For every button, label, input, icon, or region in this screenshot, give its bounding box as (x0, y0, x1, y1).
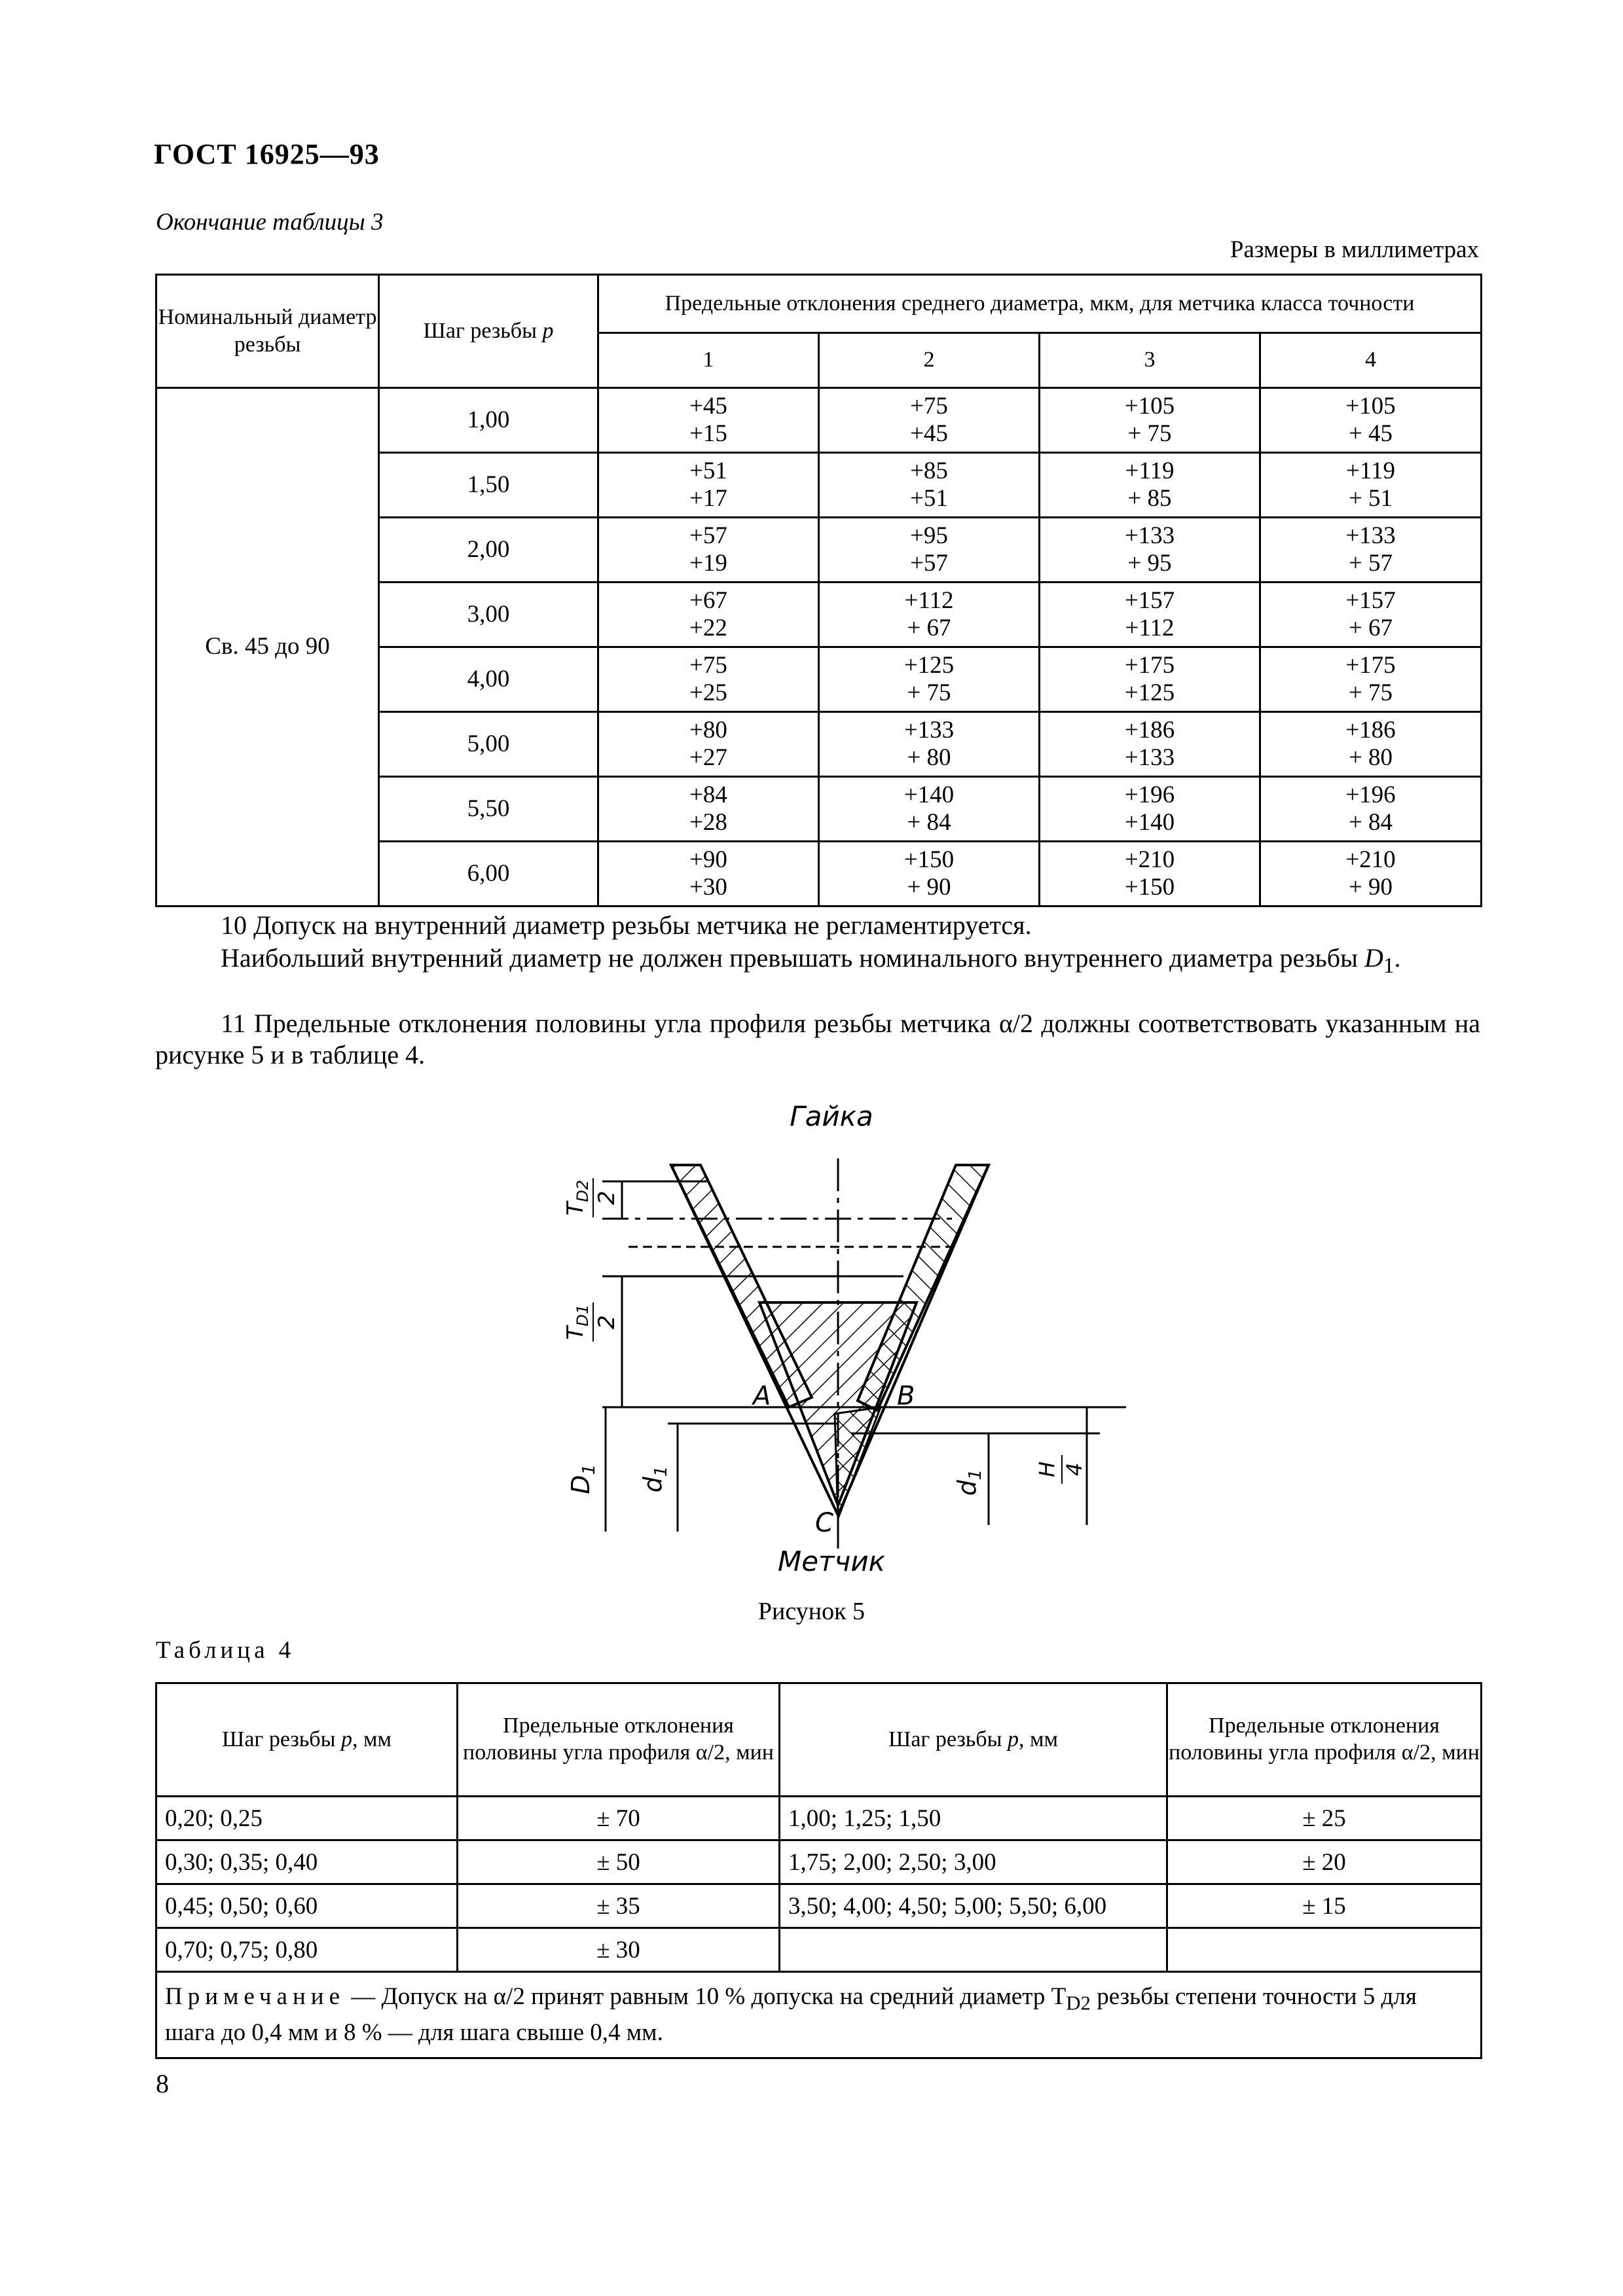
upper-deviation: +133 (1124, 522, 1175, 549)
t4-header-deviation-right: Предельные отклонения половины угла профиля α/2, мин (1167, 1683, 1482, 1797)
table-row (156, 388, 1482, 453)
lower-deviation: +28 (689, 809, 727, 836)
lower-deviation: +57 (910, 550, 948, 577)
deviation-cell-c2 (819, 777, 1040, 842)
pitch-cell: 4,00 (379, 647, 598, 712)
header-nominal-diameter: Номинальный диаметр резьбы (156, 275, 379, 388)
lower-deviation: + 84 (907, 809, 951, 836)
point-b-label: B (897, 1381, 915, 1411)
lower-deviation: + 75 (1127, 420, 1172, 447)
t4-dev-left-cell: ± 30 (458, 1928, 780, 1972)
lower-deviation: + 95 (1127, 550, 1172, 577)
deviation-cell-c2 (819, 453, 1040, 518)
svg-text:TD2 (562, 1180, 592, 1216)
t4-header-pitch-left: Шаг резьбы p, мм (156, 1683, 458, 1797)
figure-caption: Рисунок 5 (757, 1598, 866, 1625)
upper-deviation: +196 (1345, 781, 1396, 808)
lower-deviation: + 75 (907, 679, 951, 706)
t4-pitch-left-cell: 0,20; 0,25 (156, 1797, 458, 1840)
upper-deviation: +105 (1124, 393, 1175, 420)
upper-deviation: +210 (1345, 846, 1396, 873)
t4-pitch-right-cell (780, 1928, 1167, 1972)
lower-deviation: + 67 (1348, 615, 1393, 641)
paragraph-10b-end: . (1394, 943, 1401, 973)
upper-deviation: +140 (903, 781, 955, 808)
deviation-cell-c4 (1260, 388, 1482, 453)
deviation-cell-c2 (819, 647, 1040, 712)
deviation-cell-c1 (598, 777, 819, 842)
table-3-body (156, 388, 1482, 906)
lower-deviation: + 57 (1348, 550, 1393, 577)
deviation-cell-c4 (1260, 777, 1482, 842)
D1-label (566, 1464, 599, 1494)
h-denominator: 4 (1062, 1462, 1087, 1477)
upper-deviation: +157 (1345, 587, 1396, 614)
note-text: — Допуск на α/2 принят равным 10 % допуска на средний диаметр T (345, 1983, 1067, 2010)
paragraph-10: 10 Допуск на внутренний диаметр резьбы метчика не регламентируется. (221, 910, 1032, 940)
deviation-cell-c1 (598, 647, 819, 712)
group-label: Св. 45 до 90 (156, 388, 379, 906)
deviation-cell-c1 (598, 388, 819, 453)
header-pitch-text: Шаг резьбы p (423, 318, 554, 343)
header-class-2: 2 (819, 332, 1040, 387)
t4-dev-right-cell (1167, 1928, 1482, 1972)
h4-fraction-label (1034, 1455, 1087, 1484)
lower-deviation: + 45 (1348, 420, 1393, 447)
deviation-cell-c3 (1040, 777, 1260, 842)
table-row (156, 1928, 1482, 1972)
td1-symbol: T (562, 1326, 589, 1340)
h-numerator: H (1034, 1461, 1059, 1478)
d1-label (638, 1466, 671, 1493)
upper-deviation: +196 (1124, 781, 1175, 808)
paragraph-10b-text: Наибольший внутренний диаметр не должен превышать номинального внутреннего диаметра резьбы (221, 943, 1364, 973)
tap-zone-right (835, 1407, 881, 1518)
upper-deviation: +133 (903, 717, 955, 744)
deviation-cell-c2 (819, 583, 1040, 647)
lower-deviation: +30 (689, 874, 727, 901)
upper-deviation: +105 (1345, 393, 1396, 420)
pitch-cell: 5,50 (379, 777, 598, 842)
upper-deviation: +80 (689, 717, 727, 744)
label-nut: Гайка (790, 1100, 873, 1132)
lower-deviation: + 84 (1348, 809, 1393, 836)
page-number: 8 (156, 2069, 169, 2098)
svg-text:d1 (953, 1469, 985, 1496)
table-4-note (156, 1972, 1482, 2058)
svg-text:TD1 (562, 1304, 592, 1340)
deviation-cell-c3 (1040, 453, 1260, 518)
upper-deviation: +150 (903, 846, 955, 873)
table-4-title: Таблица 4 (156, 1637, 295, 1664)
td2-fraction-label (562, 1178, 620, 1217)
lower-deviation: +15 (689, 420, 727, 447)
units-label: Размеры в миллиметрах (1230, 236, 1479, 263)
upper-deviation: +186 (1345, 717, 1396, 744)
t4-header-pitch-right: Шаг резьбы p, мм (780, 1683, 1167, 1797)
upper-deviation: +67 (689, 587, 727, 614)
deviation-cell-c3 (1040, 518, 1260, 583)
pitch-cell: 3,00 (379, 583, 598, 647)
lower-deviation: + 67 (907, 615, 951, 641)
lower-deviation: +22 (689, 615, 727, 641)
header-class-1: 1 (598, 332, 819, 387)
table-row (156, 1797, 1482, 1840)
deviation-cell-c2 (819, 712, 1040, 777)
pitch-cell: 1,50 (379, 453, 598, 518)
header-class-3: 3 (1040, 332, 1260, 387)
t4-pitch-left-cell: 0,30; 0,35; 0,40 (156, 1840, 458, 1884)
lower-deviation: + 80 (1348, 744, 1393, 771)
point-a-label: A (753, 1381, 771, 1411)
upper-deviation: +119 (1346, 457, 1395, 484)
d1-symbol: d (638, 1477, 667, 1493)
t4-dev-right-cell: ± 20 (1167, 1840, 1482, 1884)
table-3 (155, 274, 1482, 907)
upper-deviation: +125 (903, 652, 955, 679)
t4-dev-left-cell: ± 35 (458, 1884, 780, 1928)
d1-right-symbol: d (953, 1480, 981, 1496)
lower-deviation: +140 (1124, 809, 1175, 836)
header-class-4: 4 (1260, 332, 1482, 387)
td2-subscript: D2 (574, 1179, 592, 1202)
deviation-cell-c2 (819, 518, 1040, 583)
paragraph-10b (155, 942, 1480, 982)
lower-deviation: +27 (689, 744, 727, 771)
document-header: ГОСТ 16925—93 (154, 138, 380, 170)
d1-right-label (953, 1469, 985, 1496)
upper-deviation: +84 (689, 781, 727, 808)
t4-dev-right-cell: ± 25 (1167, 1797, 1482, 1840)
upper-deviation: +175 (1345, 652, 1396, 679)
upper-deviation: +75 (689, 652, 727, 679)
deviation-cell-c3 (1040, 842, 1260, 906)
lower-deviation: + 90 (1348, 874, 1393, 901)
upper-deviation: +112 (904, 587, 954, 614)
paragraph-11: 11 Предельные отклонения половины угла профиля резьбы метчика α/2 должны соответствовать указанным на рисунке 5 и в таблице 4. (155, 1009, 1480, 1069)
t4-pitch-left-cell: 0,45; 0,50; 0,60 (156, 1884, 458, 1928)
lower-deviation: +150 (1124, 874, 1175, 901)
table-row (156, 1884, 1482, 1928)
upper-deviation: +119 (1125, 457, 1175, 484)
upper-deviation: +75 (910, 393, 948, 420)
lower-deviation: +19 (689, 550, 727, 577)
lower-deviation: +112 (1125, 615, 1175, 641)
upper-deviation: +90 (689, 846, 727, 873)
deviation-cell-c4 (1260, 647, 1482, 712)
t4-dev-left-cell: ± 50 (458, 1840, 780, 1884)
deviation-cell-c4 (1260, 583, 1482, 647)
symbol-d1: D (1364, 943, 1383, 973)
lower-deviation: + 90 (907, 874, 951, 901)
pitch-cell: 2,00 (379, 518, 598, 583)
deviation-cell-c2 (819, 388, 1040, 453)
deviation-cell-c4 (1260, 712, 1482, 777)
lower-deviation: +133 (1124, 744, 1175, 771)
deviation-cell-c1 (598, 583, 819, 647)
upper-deviation: +210 (1124, 846, 1175, 873)
t4-dev-left-cell: ± 70 (458, 1797, 780, 1840)
upper-deviation: +133 (1345, 522, 1396, 549)
upper-deviation: +175 (1124, 652, 1175, 679)
t4-pitch-right-cell: 1,00; 1,25; 1,50 (780, 1797, 1167, 1840)
t4-pitch-left-cell: 0,70; 0,75; 0,80 (156, 1928, 458, 1972)
lower-deviation: + 85 (1127, 485, 1172, 512)
deviation-cell-c4 (1260, 842, 1482, 906)
header-deviations: Предельные отклонения среднего диаметра, мкм, для метчика класса точности (598, 275, 1482, 333)
figure-5-thread-profile (537, 1100, 1126, 1584)
lower-deviation: +51 (910, 485, 948, 512)
svg-text:d1 (638, 1466, 671, 1493)
svg-text:D1 (566, 1464, 599, 1494)
header-pitch (379, 275, 598, 388)
lower-deviation: + 75 (1348, 679, 1393, 706)
upper-deviation: +51 (689, 457, 727, 484)
deviation-cell-c2 (819, 842, 1040, 906)
D1-symbol: D (566, 1475, 595, 1494)
td2-denominator: 2 (594, 1191, 620, 1205)
D1-subscript: 1 (579, 1464, 599, 1475)
pitch-cell: 6,00 (379, 842, 598, 906)
lower-deviation: +125 (1124, 679, 1175, 706)
upper-deviation: +157 (1124, 587, 1175, 614)
lower-deviation: + 80 (907, 744, 951, 771)
point-c-label: C (815, 1508, 833, 1538)
td1-denominator: 2 (594, 1315, 620, 1329)
note-text-2: резьбы степени точности 5 для шага до 0,4 мм и 8 % — для шага свыше 0,4 мм. (165, 1983, 1417, 2047)
t4-dev-right-cell: ± 15 (1167, 1884, 1482, 1928)
label-tap: Метчик (777, 1545, 886, 1577)
t4-pitch-right-cell: 1,75; 2,00; 2,50; 3,00 (780, 1840, 1167, 1884)
d1-subscript: 1 (651, 1465, 671, 1477)
deviation-cell-c4 (1260, 518, 1482, 583)
deviation-cell-c3 (1040, 712, 1260, 777)
t4-pitch-right-cell: 3,50; 4,00; 4,50; 5,00; 5,50; 6,00 (780, 1884, 1167, 1928)
upper-deviation: +95 (910, 522, 948, 549)
td1-subscript: D1 (574, 1304, 592, 1327)
symbol-d1-subscript: 1 (1383, 954, 1395, 978)
deviation-cell-c3 (1040, 647, 1260, 712)
deviation-cell-c3 (1040, 388, 1260, 453)
td1-fraction-label (562, 1302, 620, 1342)
deviation-cell-c1 (598, 453, 819, 518)
table-row (156, 1840, 1482, 1884)
lower-deviation: + 51 (1348, 485, 1393, 512)
deviation-cell-c1 (598, 712, 819, 777)
td2-symbol: T (562, 1202, 589, 1216)
deviation-cell-c3 (1040, 583, 1260, 647)
upper-deviation: +45 (689, 393, 727, 420)
table-continuation-label: Окончание таблицы 3 (156, 209, 384, 236)
lower-deviation: +45 (910, 420, 948, 447)
deviation-cell-c4 (1260, 453, 1482, 518)
note-label: Примечание (165, 1983, 345, 2010)
note-subscript: D2 (1066, 1992, 1091, 2015)
t4-header-deviation-left: Предельные отклонения половины угла профиля α/2, мин (458, 1683, 780, 1797)
upper-deviation: +186 (1124, 717, 1175, 744)
upper-deviation: +57 (689, 522, 727, 549)
lower-deviation: +17 (689, 485, 727, 512)
d1-right-subscript: 1 (966, 1469, 985, 1480)
pitch-cell: 5,00 (379, 712, 598, 777)
pitch-cell: 1,00 (379, 388, 598, 453)
table-4-body (156, 1797, 1482, 1972)
deviation-cell-c1 (598, 842, 819, 906)
lower-deviation: +25 (689, 679, 727, 706)
deviation-cell-c1 (598, 518, 819, 583)
table-4 (155, 1682, 1482, 2059)
upper-deviation: +85 (910, 457, 948, 484)
